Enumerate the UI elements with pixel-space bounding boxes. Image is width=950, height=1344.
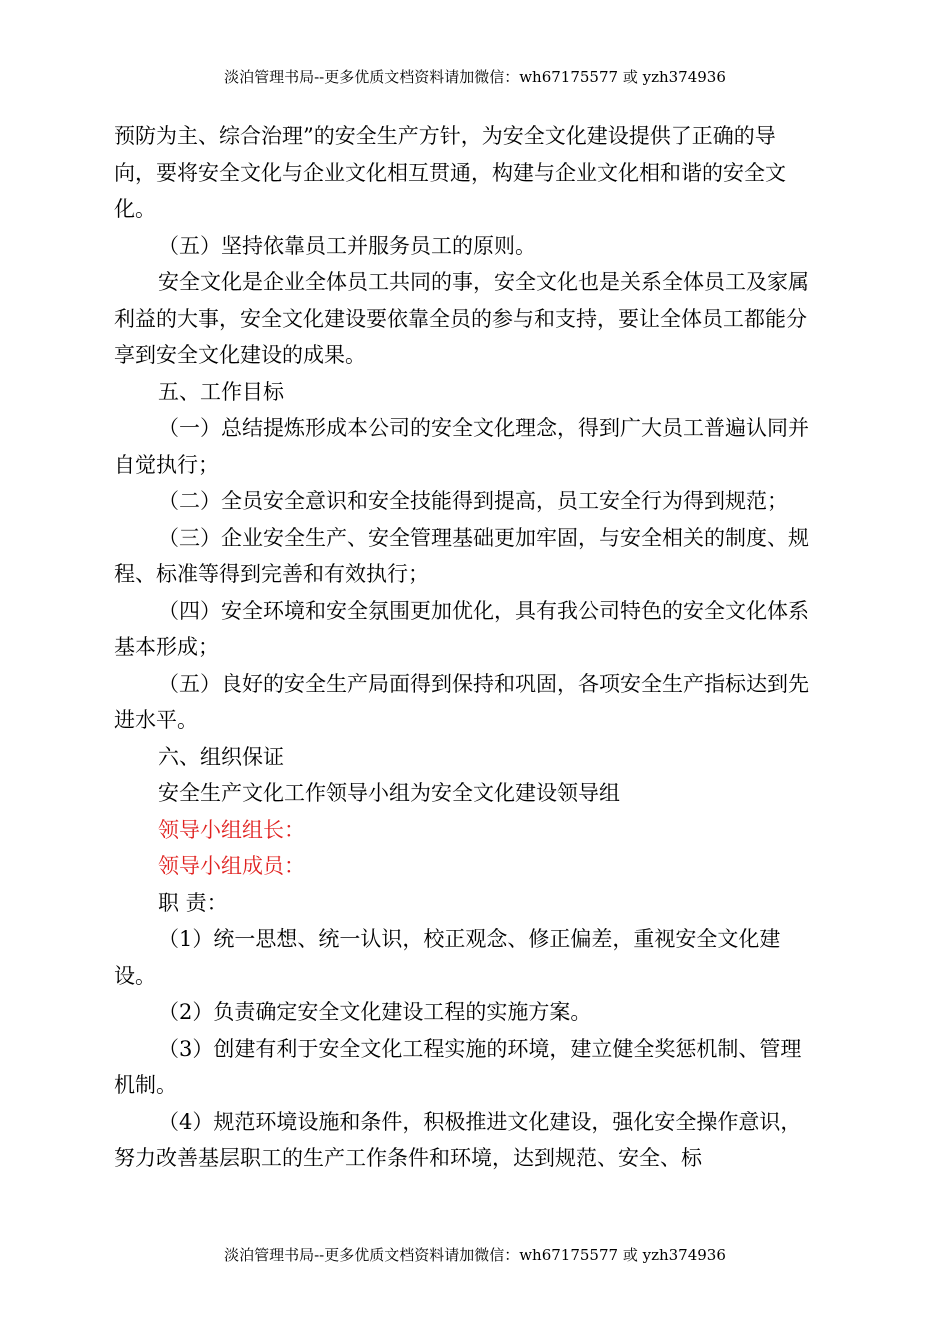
duty-4: （4）规范环境设施和条件，积极推进文化建设，强化安全操作意识，努力改善基层职工的生产工作条件和环境，达到规范、安全、标 (114, 1109, 802, 1170)
duty-2: （2）负责确定安全文化建设工程的实施方案。 (158, 1000, 592, 1024)
page-footer: 淡泊管理书局--更多优质文档资料请加微信：wh67175577 或 yzh374936 (224, 1246, 726, 1264)
leadership-group-line: 安全生产文化工作领导小组为安全文化建设领导组 (158, 781, 620, 805)
duty-1: （1）统一思想、统一认识，校正观念、修正偏差，重视安全文化建设。 (114, 927, 781, 988)
duty-3: （3）创建有利于安全文化工程实施的环境，建立健全奖惩机制、管理机制。 (114, 1036, 802, 1097)
section-5-heading: 五、工作目标 (158, 379, 284, 404)
goal-2: （二）全员安全意识和安全技能得到提高，员工安全行为得到规范； (158, 489, 788, 513)
goal-4: （四）安全环境和安全氛围更加优化，具有我公司特色的安全文化体系基本形成； (114, 598, 809, 659)
document-body (114, 118, 814, 1177)
goal-5: （五）良好的安全生产局面得到保持和巩固，各项安全生产指标达到先进水平。 (114, 671, 809, 732)
goal-1: （一）总结提炼形成本公司的安全文化理念，得到广大员工普遍认同并自觉执行； (114, 416, 809, 477)
section-6-heading: 六、组织保证 (158, 744, 284, 769)
paragraph-policy-continuation: 预防为主、综合治理”的安全生产方针，为安全文化建设提供了正确的导向，要将安全文化与企业文化相互贯通，构建与企业文化相和谐的安全文化。 (114, 124, 786, 221)
group-leader-label: 领导小组组长： (158, 817, 305, 842)
paragraph-safety-culture: 安全文化是企业全体员工共同的事，安全文化也是关系全体员工及家属利益的大事，安全文化建设要依靠全员的参与和支持，要让全体员工都能分享到安全文化建设的成果。 (114, 270, 809, 367)
duties-label: 职 责： (158, 890, 228, 915)
page-header: 淡泊管理书局--更多优质文档资料请加微信：wh67175577 或 yzh374936 (224, 68, 726, 86)
principle-5-heading: （五）坚持依靠员工并服务员工的原则。 (158, 233, 536, 258)
goal-3: （三）企业安全生产、安全管理基础更加牢固，与安全相关的制度、规程、标准等得到完善和有效执行； (114, 525, 809, 586)
group-members-label: 领导小组成员： (158, 854, 305, 878)
